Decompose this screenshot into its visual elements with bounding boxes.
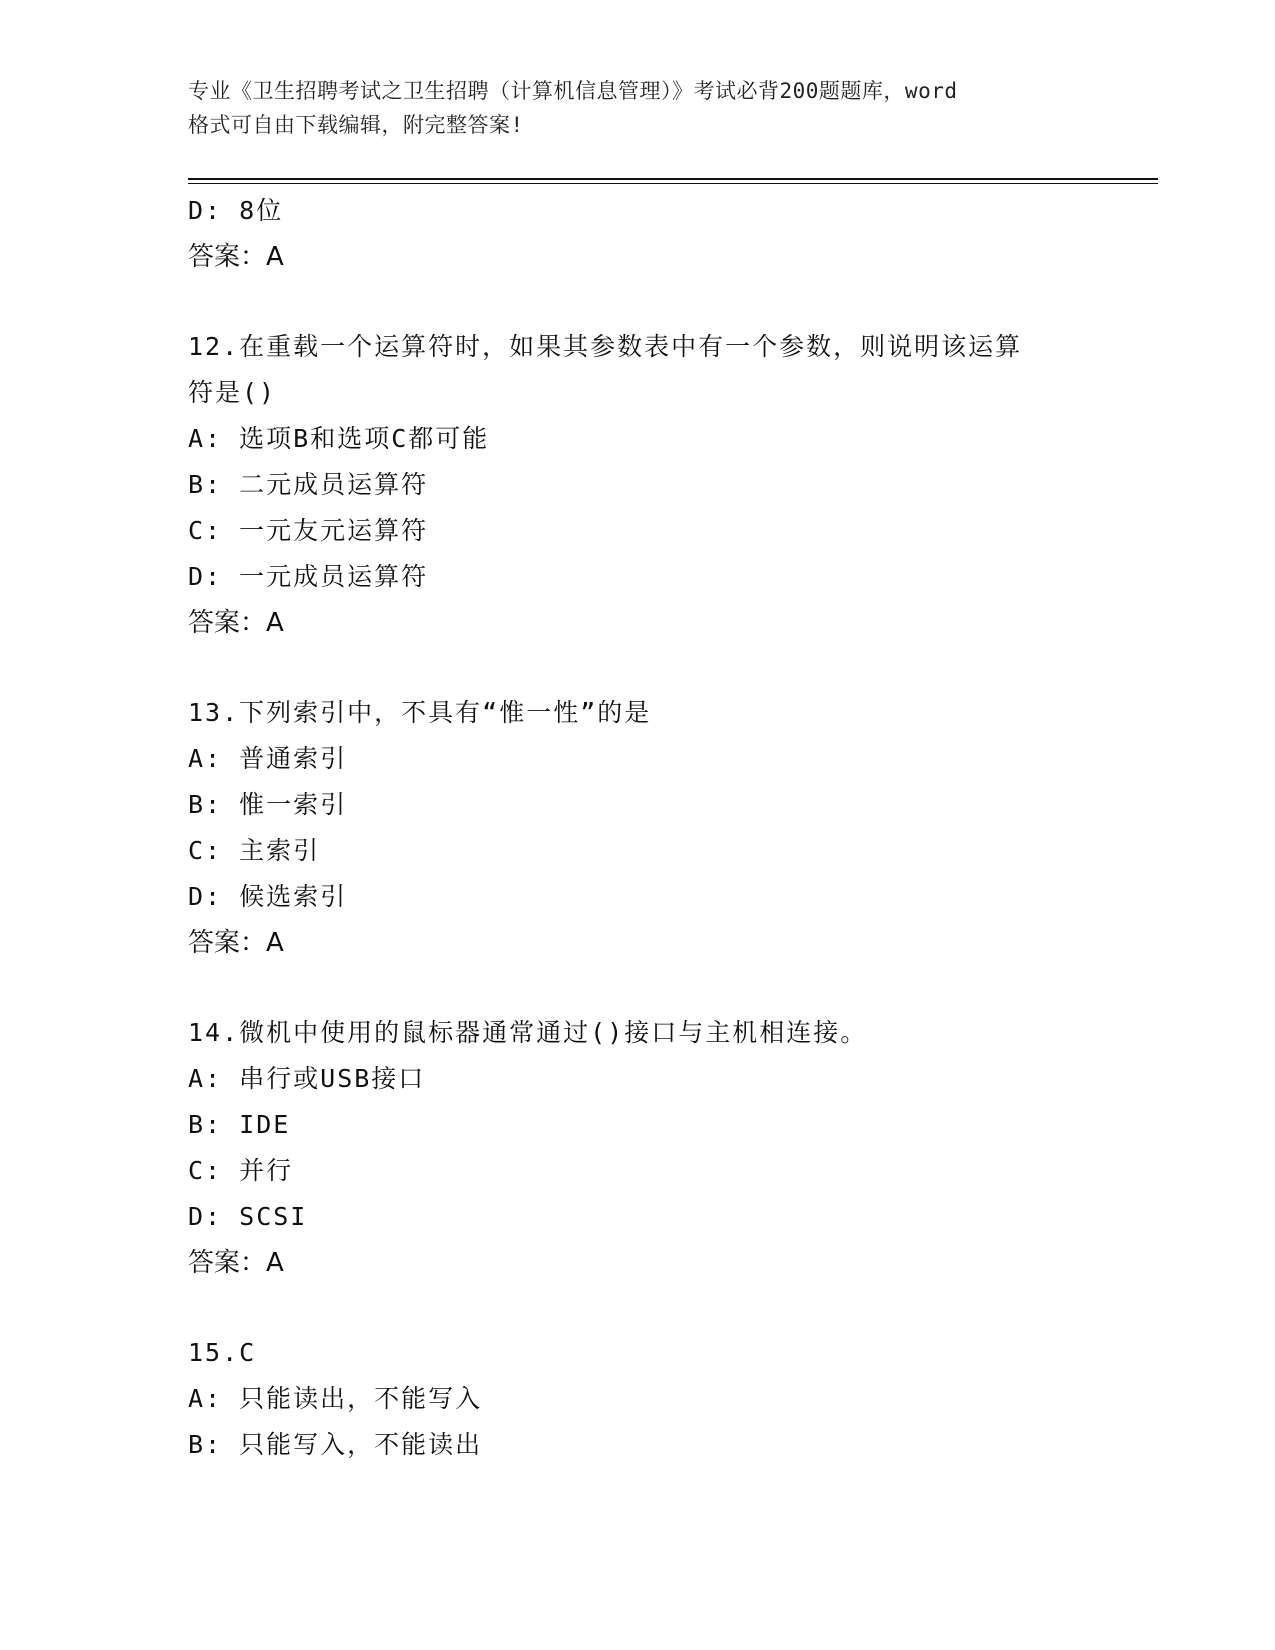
document-header: [188, 74, 1088, 142]
answer: 答案：A: [188, 608, 284, 638]
option-a: A: 普通索引: [188, 744, 348, 773]
question-13: [188, 690, 1088, 966]
document-body: [188, 188, 1088, 1468]
question-stem: 12.在重载一个运算符时，如果其参数表中有一个参数，则说明该运算: [188, 332, 1023, 361]
option-c: C: 并行: [188, 1156, 294, 1185]
header-line-2: 格式可自由下载编辑，附完整答案!: [188, 113, 524, 137]
option-b: B: 只能写入，不能读出: [188, 1430, 483, 1459]
option-b: B: 二元成员运算符: [188, 470, 429, 499]
option-c: C: 主索引: [188, 836, 321, 865]
option-d: D: SCSI: [188, 1202, 308, 1231]
option-c: C: 一元友元运算符: [188, 516, 429, 545]
option-d: D: 8位: [188, 196, 284, 225]
option-d: D: 候选索引: [188, 882, 348, 911]
option-a: A: 选项B和选项C都可能: [188, 424, 490, 453]
header-line-1: 专业《卫生招聘考试之卫生招聘（计算机信息管理）》考试必背200题题库，word: [188, 79, 958, 103]
question-12: [188, 324, 1088, 646]
question-stem: 13.下列索引中，不具有“惟一性”的是: [188, 698, 652, 727]
option-a: A: 只能读出，不能写入: [188, 1384, 483, 1413]
question-stem: 15.C: [188, 1338, 257, 1367]
option-b: B: 惟一索引: [188, 790, 348, 819]
answer: 答案：A: [188, 242, 284, 272]
question-11-tail: [188, 188, 1088, 280]
question-stem: 14.微机中使用的鼠标器通常通过()接口与主机相连接。: [188, 1018, 868, 1047]
answer: 答案：A: [188, 928, 284, 958]
question-14: [188, 1010, 1088, 1286]
option-d: D: 一元成员运算符: [188, 562, 429, 591]
question-15: [188, 1330, 1088, 1468]
question-stem-continued: 符是(): [188, 378, 277, 407]
header-divider-thick: [188, 178, 1158, 180]
answer: 答案：A: [188, 1248, 284, 1278]
header-divider-thin: [188, 183, 1158, 184]
option-a: A: 串行或USB接口: [188, 1064, 426, 1093]
option-b: B: IDE: [188, 1110, 291, 1139]
